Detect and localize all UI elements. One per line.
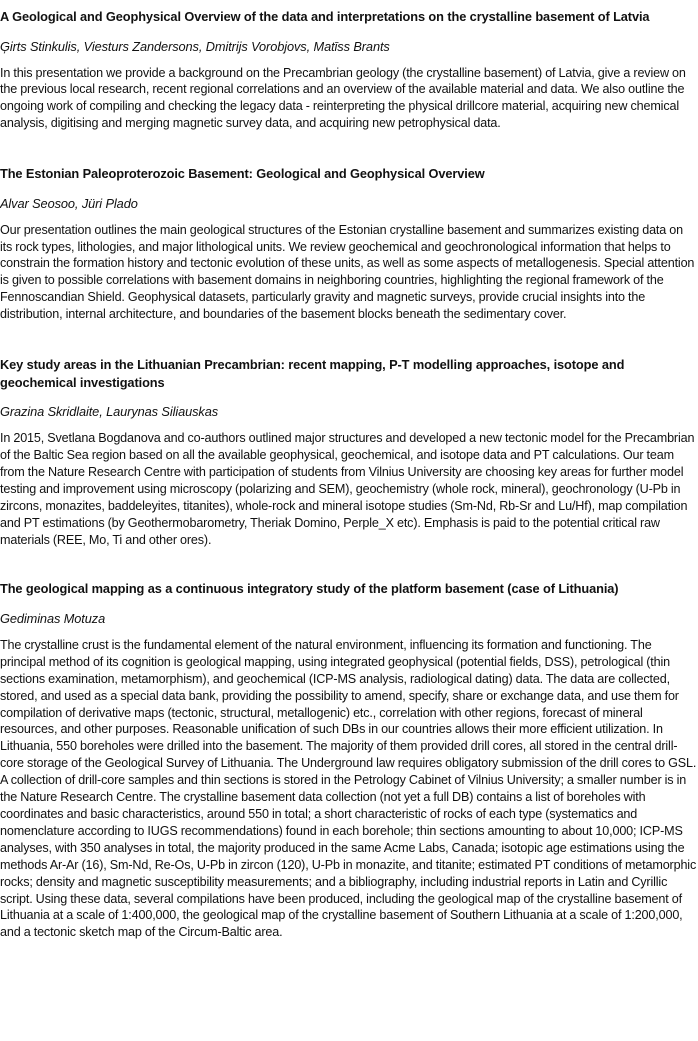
abstract-body: Our presentation outlines the main geological structures of the Estonian crystalline basement and summarizes existing data on its rock types, lithologies, and major lithological units. We review geochemical and geochronological information that helps to constrain the formation history and tectonic evolution of these units, as well as some aspects of metallogenesis. Special attention is given to possible correlations with basement domains in neighboring countries, highlighting the regional framework of the Fennoscandian Shield. Geophysical datasets, particularly gravity and magnetic surveys, provide crucial insights into the distribution, internal architecture, and boundaries of the basement blocks beneath the sedimentary cover.: [0, 222, 695, 322]
abstract-authors: Grazina Skridlaite, Laurynas Siliauskas: [0, 404, 219, 420]
abstract-body: The crystalline crust is the fundamental element of the natural environment, influencing its formation and functioning. The principal method of its cognition is geological mapping, using integrated geophysical (potential fields, DSS), petrological (thin sections examination, metamorphism), and geochemical (ICP-MS analysis, radiological dating) data. The data are collected, stored, and used as a special data bank, providing the possibility to amend, specify, share or exchange data, and use them for compilation of derivative maps (tectonic, structural, metallogenic) etc., correlation with other regions, forecast of mineral resources, and other purposes. Reasonable unification of such DBs in our countries allows their more efficient utilization. In Lithuania, 550 boreholes were drilled into the basement. The majority of them provided drill cores, all stored in the central drill-core storage of the Geological Survey of Lithuania. The Underground law requires obligatory submission of the drill cores to GSL. A collection of drill-core samples and thin sections is stored in the Petrology Cabinet of Vilnius University; a smaller number is in the Nature Research Centre. The crystalline basement data collection (not yet a full DB) contains a list of boreholes with coordinates and basic characteristics, around 550 in total; a short characteristic of rocks of each type (systematics and nomenclature according to IUGS recommendations) found in each borehole; thin sections amounting to about 10,000; ICP-MS analyses, with 350 analyses in total, the majority produced in the same Acme Labs, Canada; isotopic age estimations using the methods Ar-Ar (16), Sm-Nd, Re-Os, U-Pb in zircon (120), U-Pb in monazite, and titanite; estimated PT conditions of metamorphic rocks; density and magnetic susceptibility measurements; and a bibliography, including industrial reports in Latin and Cyrillic script. Using these data, several compilations have been produced, including the geological map of the crystalline basement of Lithuania at a scale of 1:400,000, the geological map of the crystalline basement of Southern Lithuania at a scale of 1:200,000, and a tectonic sketch map of the Circum-Baltic area.: [0, 637, 697, 940]
abstract-body: In this presentation we provide a background on the Precambrian geology (the crystalline basement) of Latvia, give a review on the previous local research, recent regional correlations and an overview of the available material and data. We also outline the ongoing work of compiling and checking the legacy data - reinterpreting the physical drillcore material, acquiring new chemical analysis, digitising and merging magnetic survey data, and acquiring new petrophysical data.: [0, 65, 686, 131]
abstract-title: The Estonian Paleoproterozoic Basement: Geological and Geophysical Overview: [0, 166, 485, 182]
abstract-authors: Ģirts Stinkulis, Viesturs Zandersons, Dmitrijs Vorobjovs, Matīss Brants: [0, 38, 390, 54]
abstract-title: The geological mapping as a continuous integratory study of the platform basement (case of Lithuania): [0, 581, 619, 597]
abstract-latvia: [0, 8, 698, 132]
abstract-title: A Geological and Geophysical Overview of the data and interpretations on the crystalline basement of Latvia: [0, 9, 650, 24]
section-spacer: [0, 323, 698, 356]
abstract-authors: Alvar Seosoo, Jüri Plado: [0, 195, 138, 211]
abstract-body: In 2015, Svetlana Bogdanova and co-authors outlined major structures and developed a new tectonic model for the Precambrian of the Baltic Sea region based on all the available geophysical, geochemical, and isotope data and PT calculations. Our team from the Nature Research Centre with participation of students from Vilnius University are choosing key areas for further model testing and improvement using microscopy (polarizing and SEM), geochemistry (whole rock, mineral), geochronology (U-Pb in zircons, monazites, baddeleyites, titanites), whole-rock and mineral isotope studies (Sm-Nd, Rb-Sr and Lu/Hf), map compilation and PT estimations (by Geothermobarometry, Theriak Domino, Perple_X etc). Emphasis is paid to the potential critical raw materials (REE, Mo, Ti and other ores).: [0, 431, 695, 547]
section-spacer: [0, 548, 698, 580]
abstract-estonia: [0, 165, 698, 323]
abstract-lithuania-key-areas: [0, 356, 698, 548]
section-spacer: [0, 132, 698, 165]
abstract-title: Key study areas in the Lithuanian Precambrian: recent mapping, P-T modelling approaches, isotope and geochemical investigations: [0, 357, 625, 390]
abstract-authors: Gediminas Motuza: [0, 610, 106, 626]
abstract-lithuania-mapping: [0, 580, 698, 941]
